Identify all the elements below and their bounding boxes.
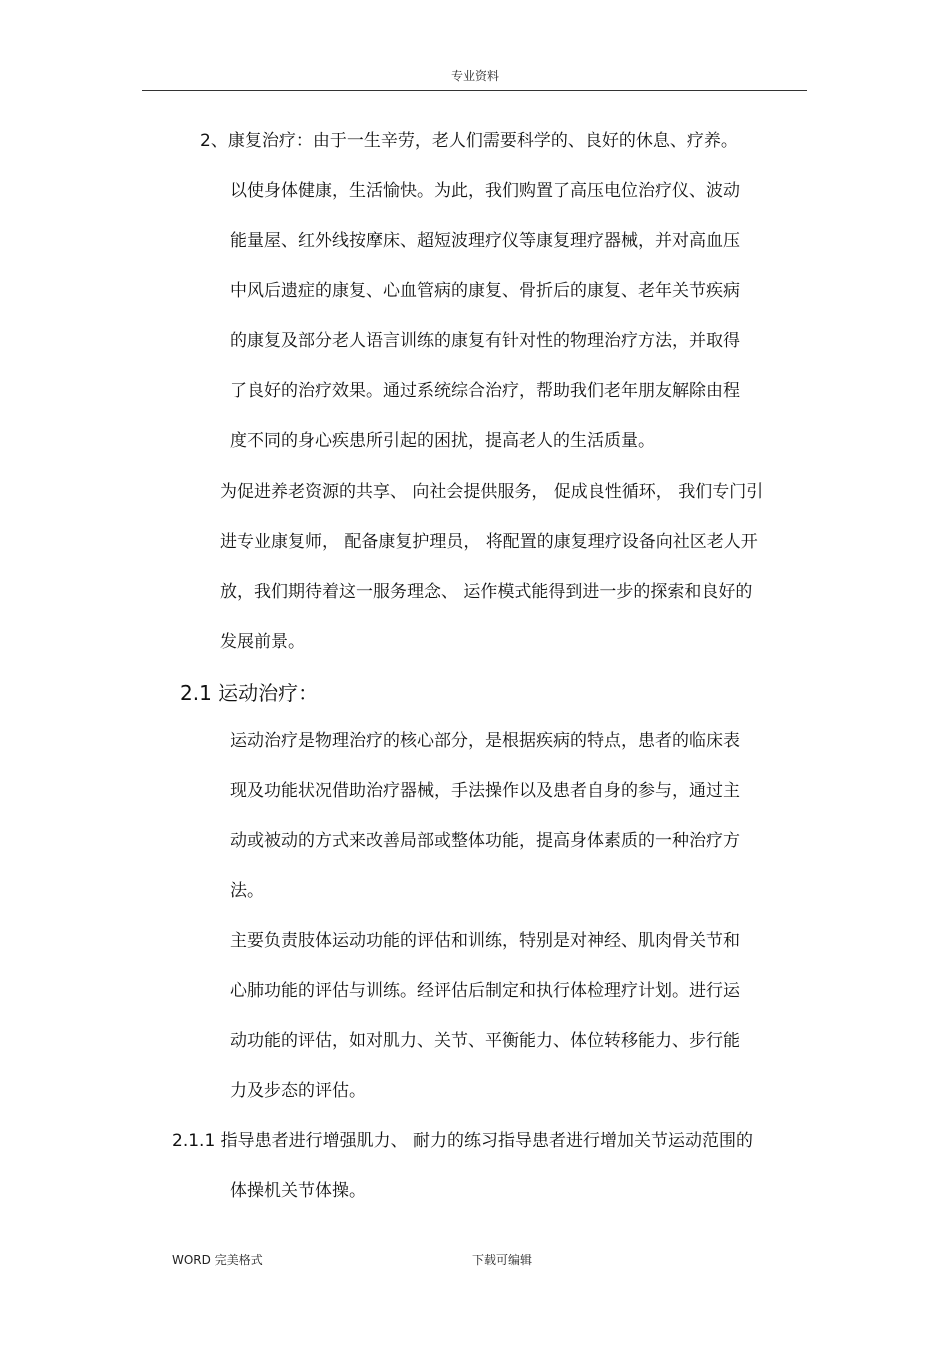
section-2-1-p1-line-4: 法。 — [230, 881, 264, 901]
section-2-line-7: 度不同的身心疾患所引起的困扰，提高老人的生活质量。 — [230, 431, 655, 451]
section-2-1-p1-line-3: 动或被动的方式来改善局部或整体功能，提高身体素质的一种治疗方 — [230, 831, 740, 851]
service-line-3: 放，我们期待着这一服务理念、 运作模式能得到进一步的探索和良好的 — [220, 582, 753, 602]
service-line-4: 发展前景。 — [220, 632, 305, 652]
section-2-1-p2-line-2: 心肺功能的评估与训练。经评估后制定和执行体检理疗计划。进行运 — [230, 981, 740, 1001]
service-line-1: 为促进养老资源的共享、 向社会提供服务， 促成良性循环， 我们专门引 — [220, 482, 764, 502]
section-2-1-1-line-2: 体操机关节体操。 — [230, 1181, 366, 1201]
section-2-line-6: 了良好的治疗效果。通过系统综合治疗，帮助我们老年朋友解除由程 — [230, 381, 740, 401]
section-2-line-1: 2、康复治疗：由于一生辛劳，老人们需要科学的、良好的休息、疗养。 — [200, 131, 738, 151]
service-line-2: 进专业康复师， 配备康复护理员， 将配置的康复理疗设备向社区老人开 — [220, 532, 758, 552]
section-2-line-3: 能量屋、红外线按摩床、超短波理疗仪等康复理疗器械，并对高血压 — [230, 231, 740, 251]
section-2-1-p1-line-2: 现及功能状况借助治疗器械，手法操作以及患者自身的参与，通过主 — [230, 781, 740, 801]
footer-left-text: WORD 完美格式 — [172, 1253, 263, 1267]
section-2-1-p2-line-3: 动功能的评估，如对肌力、关节、平衡能力、体位转移能力、步行能 — [230, 1031, 740, 1051]
section-2-line-4: 中风后遗症的康复、心血管病的康复、骨折后的康复、老年关节疾病 — [230, 281, 740, 301]
section-2-line-2: 以使身体健康，生活愉快。为此，我们购置了高压电位治疗仪、波动 — [230, 181, 740, 201]
footer-center-text: 下载可编辑 — [472, 1253, 533, 1267]
header-title: 专业资料 — [450, 69, 499, 83]
section-2-1-1-line-1: 2.1.1 指导患者进行增强肌力、 耐力的练习指导患者进行增加关节运动范围的 — [172, 1131, 754, 1151]
header-rule — [142, 90, 807, 91]
section-2-1-heading: 2.1 运动治疗： — [180, 681, 319, 705]
section-2-1-p1-line-1: 运动治疗是物理治疗的核心部分，是根据疾病的特点，患者的临床表 — [230, 731, 740, 751]
section-2-1-p2-line-1: 主要负责肢体运动功能的评估和训练，特别是对神经、肌肉骨关节和 — [230, 931, 740, 951]
section-2-1-p2-line-4: 力及步态的评估。 — [230, 1081, 366, 1101]
section-2-line-5: 的康复及部分老人语言训练的康复有针对性的物理治疗方法，并取得 — [230, 331, 740, 351]
